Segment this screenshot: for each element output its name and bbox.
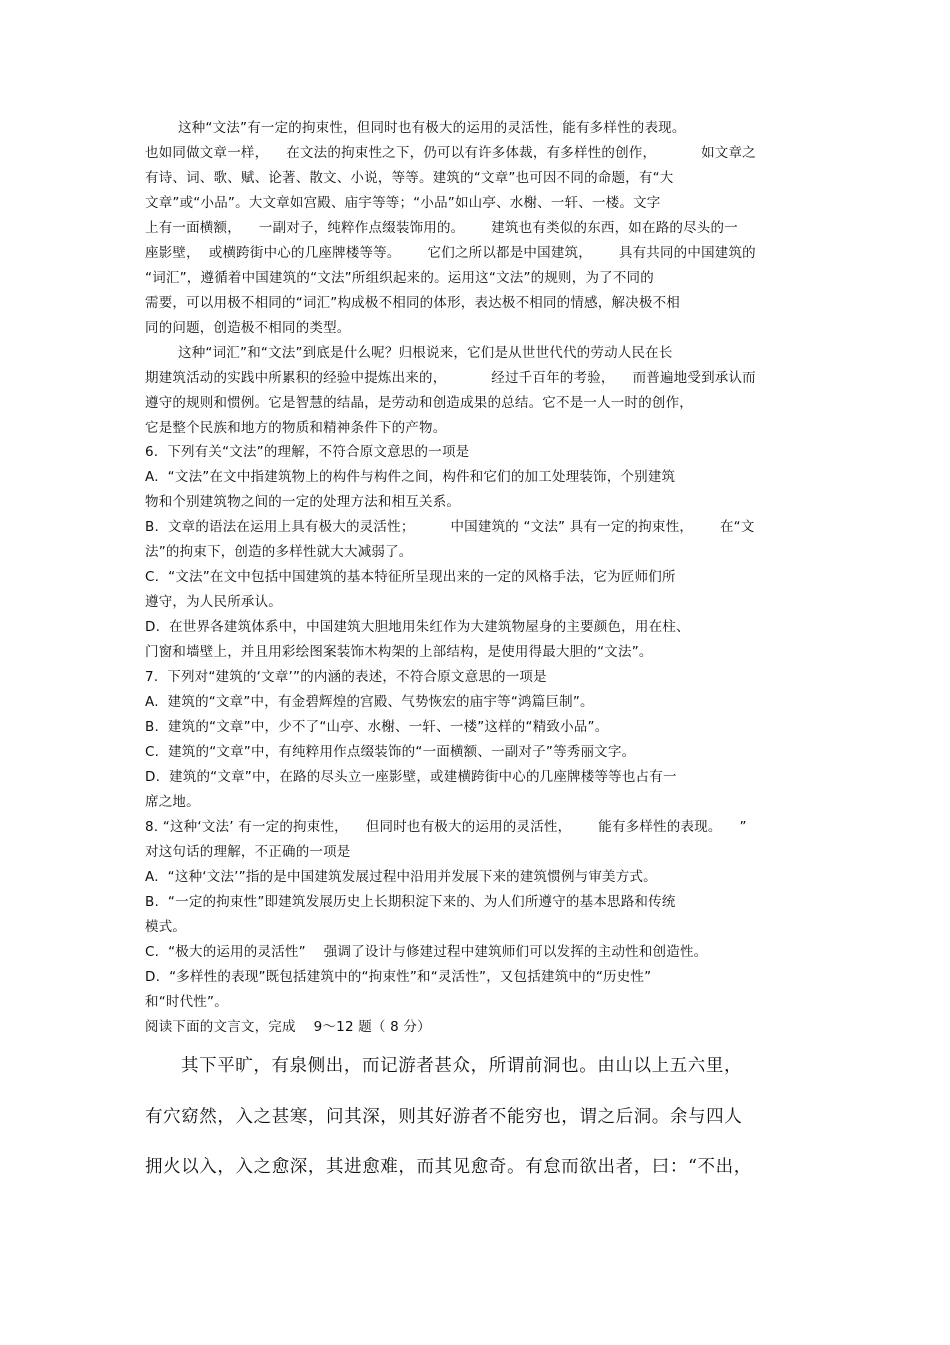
text-line: 模式。	[145, 919, 187, 935]
text-line: 遵守，为人民所承认。	[145, 594, 282, 610]
question-8: 8. “这种‘文法’ 有一定的拘束性， 但同时也有极大的运用的灵活性， 能有多样性的表现。 ”	[145, 819, 747, 835]
option-a: A. 建筑的“文章”中，有金碧辉煌的宫殿、气势恢宏的庙宇等“鸿篇巨制”。	[145, 694, 594, 710]
option-c: C. “文法”在文中包括中国建筑的基本特征所呈现出来的一定的风格手法，它为匠师们所	[145, 569, 676, 585]
classical-text-line: 拥火以入，入之愈深，其进愈难，而其见愈奇。有怠而欲出者，曰：“不出，	[145, 1157, 752, 1177]
text-line: 有诗、词、歌、赋、论著、散文、小说，等等。建筑的“文章”也可因不同的命题，有“大	[145, 170, 674, 186]
question-6: 6. 下列有关“文法”的理解，不符合原文意思的一项是	[145, 444, 470, 460]
text-line: 上有一面横额， 一副对子，纯粹作点缀装饰用的。 建筑也有类似的东西，如在路的尽头的一	[145, 220, 738, 236]
text-line: 对这句话的理解，不正确的一项是	[145, 844, 351, 860]
option-d: D. 建筑的“文章”中，在路的尽头立一座影壁，或建横跨街中心的几座牌楼等等也占有一	[145, 769, 677, 785]
text-line: 法”的拘束下，创造的多样性就大大减弱了。	[145, 544, 413, 560]
text-line: 它是整个民族和地方的物质和精神条件下的产物。	[145, 420, 447, 436]
reading-instruction: 阅读下面的文言文，完成 9～12 题（ 8 分）	[145, 1019, 431, 1035]
text-line: 门窗和墙壁上，并且用彩绘图案装饰木构架的上部结构，是使用得最大胆的“文法”。	[145, 644, 653, 660]
text-line: 这种“文法”有一定的拘束性，但同时也有极大的运用的灵活性，能有多样性的表现。	[178, 120, 686, 136]
option-a: A. “这种‘文法’”指的是中国建筑发展过程中沿用并发展下来的建筑惯例与审美方式。	[145, 869, 657, 885]
text-line: 文章”或“小品”。大文章如宫殿、庙宇等等；“小品”如山亭、水榭、一轩、一楼。文字	[145, 195, 661, 211]
text-line: 和“时代性”。	[145, 994, 228, 1010]
option-b: B. 建筑的“文章”中，少不了“山亭、水榭、一轩、一楼”这样的“精致小品”。	[145, 719, 609, 735]
classical-text-line: 其下平旷，有泉侧出，而记游者甚众，所谓前洞也。由山以上五六里，	[181, 1056, 743, 1076]
option-a: A. “文法”在文中指建筑物上的构件与构件之间，构件和它们的加工处理装饰，个别建筑	[145, 469, 676, 485]
text-line: 座影壁， 或横跨街中心的几座牌楼等等。 它们之所以都是中国建筑， 具有共同的中国建筑的	[145, 245, 756, 261]
option-b: B. “一定的拘束性”即建筑发展历史上长期积淀下来的、为人们所遵守的基本思路和传统	[145, 894, 676, 910]
option-d: D. “多样性的表现”既包括建筑中的“拘束性”和“灵活性”，又包括建筑中的“历史性”	[145, 969, 652, 985]
text-line: 席之地。	[145, 794, 200, 810]
text-line: 遵守的规则和惯例。它是智慧的结晶，是劳动和创造成果的总结。它不是一人一时的创作，	[145, 395, 693, 411]
text-line: 这种“词汇”和“文法”到底是什么呢？归根说来，它们是从世世代代的劳动人民在长	[178, 345, 673, 361]
text-line: 物和个别建筑物之间的一定的处理方法和相互关系。	[145, 494, 461, 510]
text-line: 同的问题，创造极不相同的类型。	[145, 320, 351, 336]
text-line: “词汇”，遵循着中国建筑的“文法”所组织起来的。运用这“文法”的规则，为了不同的	[145, 270, 654, 286]
option-b: B. 文章的语法在运用上具有极大的灵活性； 中国建筑的 “文法” 具有一定的拘束性， 在“文	[145, 519, 755, 535]
option-c: C. 建筑的“文章”中，有纯粹用作点缀装饰的“一面横额、一副对子”等秀丽文字。	[145, 744, 636, 760]
option-d: D. 在世界各建筑体系中，中国建筑大胆地用朱红作为大建筑物屋身的主要颜色，用在柱、	[145, 619, 690, 635]
text-line: 期建筑活动的实践中所累积的经验中提炼出来的， 经过千百年的考验， 而普遍地受到承认而	[145, 370, 756, 386]
classical-text-line: 有穴窈然，入之甚寒，问其深，则其好游者不能穷也，谓之后洞。余与四人	[145, 1107, 743, 1127]
question-7: 7. 下列对“建筑的‘文章’”的内涵的表述，不符合原文意思的一项是	[145, 669, 547, 685]
text-line: 也如同做文章一样， 在文法的拘束性之下，仍可以有许多体裁，有多样性的创作， 如文章之	[145, 145, 756, 161]
text-line: 需要，可以用极不相同的“词汇”构成极不相同的体形，表达极不相同的情感，解决极不相	[145, 295, 680, 311]
option-c: C. “极大的运用的灵活性” 强调了设计与修建过程中建筑师们可以发挥的主动性和创造性。	[145, 944, 708, 960]
